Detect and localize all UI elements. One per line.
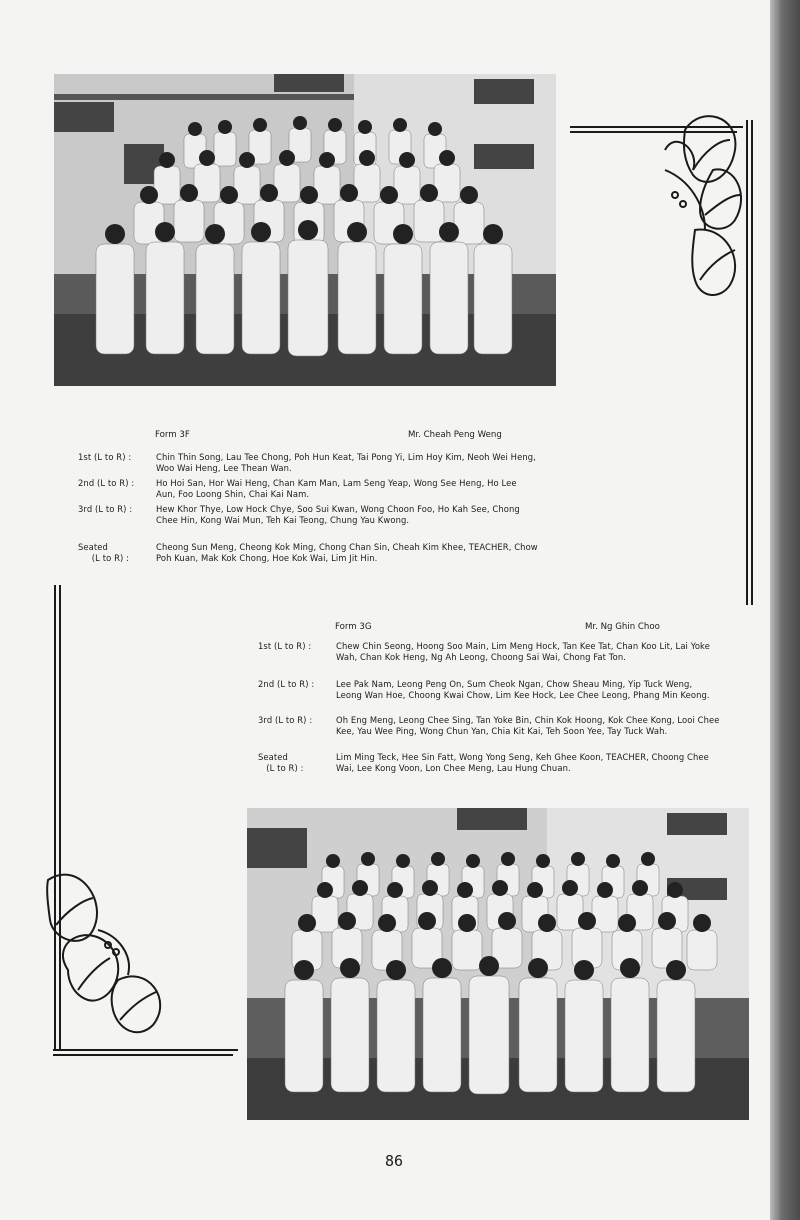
row-names: Ho Hoi San, Hor Wai Heng, Chan Kam Man, Lam Seng Yeap, Wong See Heng, Ho Lee Aun, Foo Loong Shin, Chai Kai Nam. xyxy=(156,478,517,499)
row-label: 2nd (L to R) : xyxy=(258,679,315,689)
form-3f-title: Form 3F xyxy=(155,430,190,440)
row-label: 3rd (L to R) : xyxy=(258,715,313,725)
row-names: Hew Khor Thye, Low Hock Chye, Soo Sui Kwan, Wong Choon Foo, Ho Kah See, Chong Chee Hin, Kong Wai Mun, Teh Kai Teong, Chung Yau Kwong. xyxy=(156,504,520,525)
ornament-bottom-left xyxy=(38,580,243,1060)
row-names: Lim Ming Teck, Hee Sin Fatt, Wong Yong Seng, Keh Ghee Koon, TEACHER, Choong Chee Wai, Lee Kong Voon, Lon Chee Meng, Lau Hung Chuan. xyxy=(336,752,709,773)
row-names: Cheong Sun Meng, Cheong Kok Ming, Chong Chan Sin, Cheah Kim Khee, TEACHER, Chow Poh Kuan, Mak Kok Chong, Hoe Kok Wai, Lim Jit Hin. xyxy=(156,542,538,563)
form-3g-teacher: Mr. Ng Ghin Choo xyxy=(585,622,660,632)
form-3f-row-2 xyxy=(78,478,538,500)
page-number: 86 xyxy=(385,1152,404,1170)
class-photo-3f xyxy=(54,74,556,386)
form-3f-row-seated xyxy=(78,542,538,564)
form-3g-row-seated xyxy=(258,752,720,774)
row-label: Seated (L to R) : xyxy=(258,752,304,773)
row-label: Seated (L to R) : xyxy=(78,542,130,563)
scanned-page-edge xyxy=(770,0,800,1220)
form-3g-title: Form 3G xyxy=(335,622,372,632)
form-3g-row-1 xyxy=(258,641,720,663)
form-3g-row-2 xyxy=(258,679,720,701)
row-names: Oh Eng Meng, Leong Chee Sing, Tan Yoke Bin, Chin Kok Hoong, Kok Chee Kong, Looi Chee Kee, Yau Wee Ping, Wong Chun Yan, Chia Kit Kai, Teh Soon Yee, Tay Tuck Wah. xyxy=(336,715,720,736)
row-label: 2nd (L to R) : xyxy=(78,478,135,488)
form-3g-row-3 xyxy=(258,715,720,737)
form-3f-teacher: Mr. Cheah Peng Weng xyxy=(408,430,502,440)
class-photo-3g xyxy=(247,808,749,1120)
row-names: Chin Thin Song, Lau Tee Chong, Poh Hun Keat, Tai Pong Yi, Lim Hoy Kim, Neoh Wei Heng, Woo Wai Heng, Lee Thean Wan. xyxy=(156,452,536,473)
row-names: Chew Chin Seong, Hoong Soo Main, Lim Meng Hock, Tan Kee Tat, Chan Koo Lit, Lai Yoke Wah, Chan Kok Heng, Ng Ah Leong, Choong Sai Wai, Chong Fat Ton. xyxy=(336,641,710,662)
ornament-top-right xyxy=(565,110,760,610)
row-names: Lee Pak Nam, Leong Peng On, Sum Cheok Ngan, Chow Sheau Ming, Yip Tuck Weng, Leong Wan Hoe, Choong Kwai Chow, Lim Kee Hock, Lee Chee Leong, Phang Min Keong. xyxy=(336,679,710,700)
row-label: 3rd (L to R) : xyxy=(78,504,133,514)
row-label: 1st (L to R) : xyxy=(258,641,312,651)
form-3f-row-3 xyxy=(78,504,538,526)
form-3f-row-1 xyxy=(78,452,538,474)
row-label: 1st (L to R) : xyxy=(78,452,132,462)
